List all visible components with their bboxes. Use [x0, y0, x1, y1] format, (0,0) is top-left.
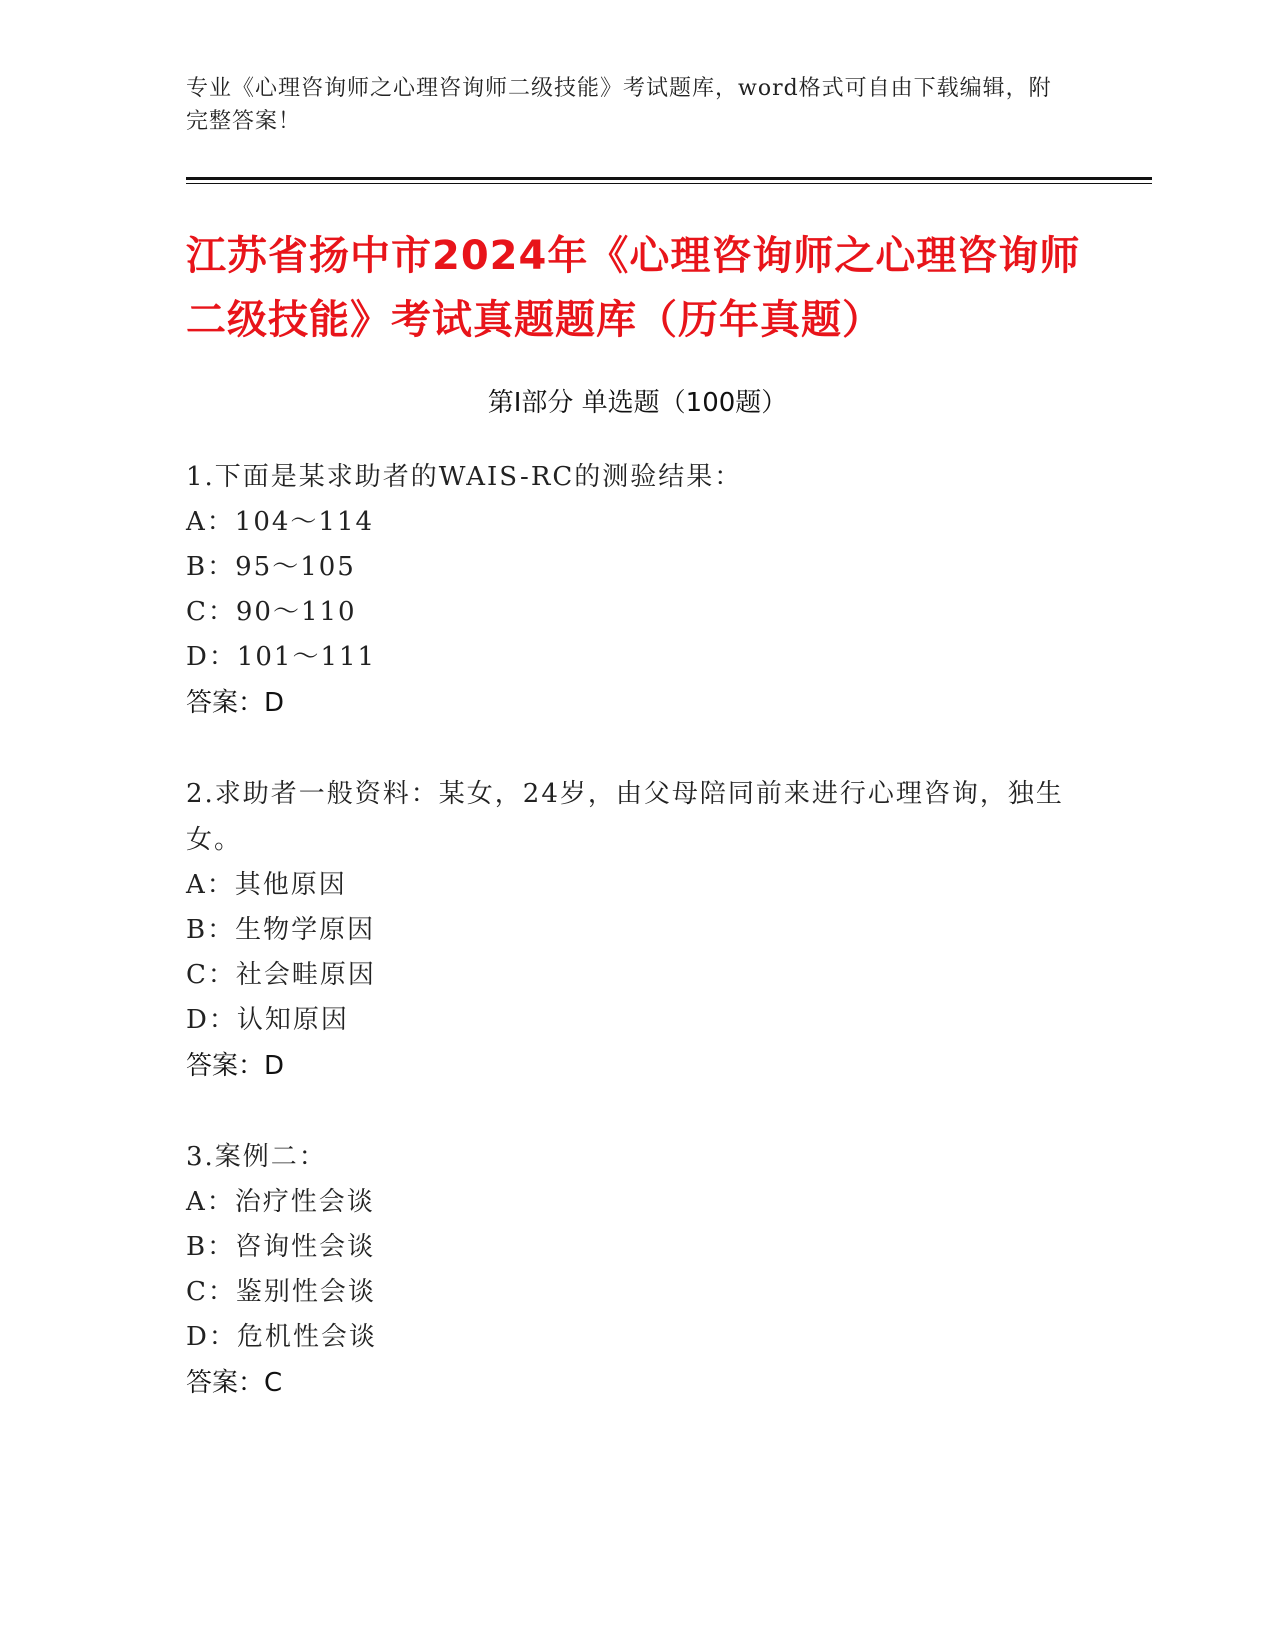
option-c: C：鉴别性会谈 [186, 1277, 376, 1307]
option-c: C：社会畦原因 [186, 960, 376, 990]
option-a: A：治疗性会谈 [186, 1187, 375, 1217]
question-stem: 1.下面是某求助者的WAIS-RC的测验结果： [186, 462, 743, 492]
option-d: D：101～111 [186, 642, 377, 672]
answer: 答案：C [186, 1368, 283, 1398]
option-a: A：104～114 [186, 507, 375, 537]
document-title: 江苏省扬中市2024年《心理咨询师之心理咨询师二级技能》考试真题题库（历年真题） [186, 233, 1081, 343]
question-stem: 3.案例二： [186, 1142, 327, 1172]
question-3 [186, 1134, 1086, 1406]
option-a: A：其他原因 [186, 870, 347, 900]
answer: 答案：D [186, 688, 285, 718]
option-d: D：危机性会谈 [186, 1322, 377, 1352]
question-1 [186, 454, 1086, 726]
answer: 答案：D [186, 1051, 285, 1081]
option-c: C：90～110 [186, 597, 357, 627]
section-title: 第I部分 单选题（100题） [487, 388, 788, 418]
option-b: B：咨询性会谈 [186, 1232, 376, 1262]
option-b: B：生物学原因 [186, 915, 376, 945]
option-d: D：认知原因 [186, 1005, 349, 1035]
header-divider-thick [186, 177, 1152, 180]
question-2 [186, 771, 1086, 1089]
header-note: 专业《心理咨询师之心理咨询师二级技能》考试题库，word格式可自由下载编辑，附完整答案！ [186, 76, 1052, 134]
option-b: B：95～105 [186, 552, 356, 582]
question-stem: 2.求助者一般资料：某女，24岁，由父母陪同前来进行心理咨询，独生女。 [186, 779, 1064, 855]
header-divider-thin [186, 183, 1152, 184]
